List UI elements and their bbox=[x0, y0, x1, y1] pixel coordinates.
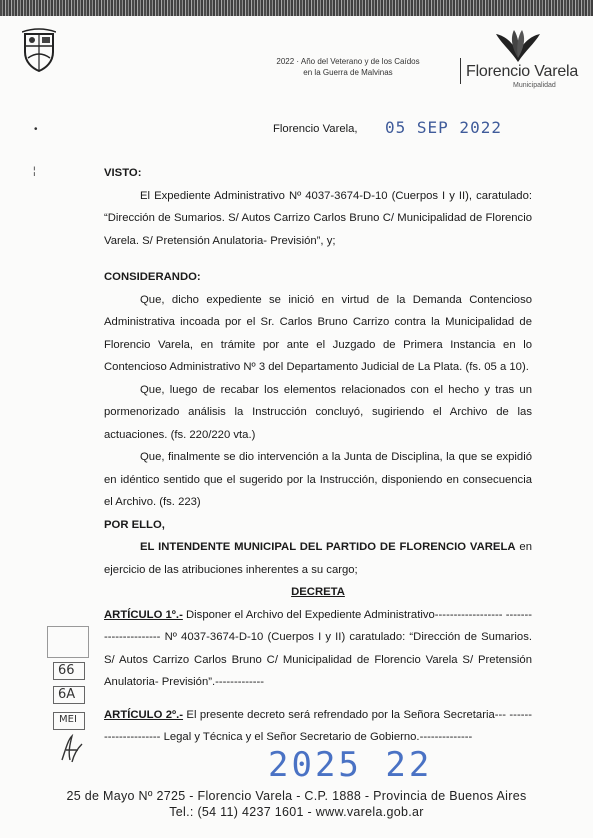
margin-note-2: 6A bbox=[58, 687, 76, 702]
reception-stamp bbox=[47, 626, 89, 658]
articulo-1-line-1: Disponer el Archivo del Expediente Administrativo------------------ bbox=[186, 608, 503, 621]
visto-heading: VISTO: bbox=[104, 167, 142, 179]
articulo-2-line-1: El presente decreto será refrendado por la Señora Secretaria--- bbox=[186, 708, 507, 721]
date-stamp: 05 SEP 2022 bbox=[385, 118, 502, 137]
initials-signature-icon bbox=[58, 734, 84, 764]
intendente-rest: en ejercicio de las atribuciones inherentes a su cargo; bbox=[104, 541, 532, 576]
margin-note-1: 66 bbox=[58, 663, 75, 678]
logo-divider bbox=[460, 58, 461, 84]
considerando-paragraph-3: Que, finalmente se dio intervención a la Junta de Disciplina, la que se expidió en idéntico sentido que el sugerido por la Instrucción, disponiendo en consecuencia el Archivo. (fs. 223) bbox=[104, 451, 532, 508]
scan-edge-band bbox=[0, 0, 593, 16]
considerando-section bbox=[104, 266, 532, 749]
intendente-paragraph bbox=[104, 536, 532, 581]
year-note-line-2: en la Guerra de Malvinas bbox=[303, 68, 393, 77]
visto-paragraph: El Expediente Administrativo Nº 4037-3674-D-10 (Cuerpos I y II), caratulado: “Dirección de Sumarios. S/ Autos Carrizo Carlos Bruno C/ Municipalidad de Florencio Varela. S/ Pretensión Anulatoria- Previsión”, y; bbox=[104, 189, 532, 247]
articulo-1-dashes: ---------------------- bbox=[104, 608, 533, 643]
year-note-line-1: 2022 · Año del Veterano y de los Caídos bbox=[276, 57, 420, 66]
articulo-2 bbox=[104, 704, 532, 749]
considerando-paragraph-2: Que, luego de recabar los elementos relacionados con el hecho y tras un pormenorizado análisis la Instrucción concluyó, sugiriendo el Archivo de las actuaciones. (fs. 220/220 vta.) bbox=[104, 383, 532, 441]
decreta-heading: DECRETA bbox=[291, 586, 345, 598]
articulo-1-label: ARTÍCULO 1º.- bbox=[104, 608, 183, 621]
florencio-varela-flower-logo-icon bbox=[492, 28, 544, 64]
footer-address: 25 de Mayo Nº 2725 - Florencio Varela - C.P. 1888 - Provincia de Buenos Aires bbox=[66, 789, 527, 803]
articulo-2-label: ARTÍCULO 2º.- bbox=[104, 708, 184, 721]
footer-contact: Tel.: (54 11) 4237 1601 - www.varela.gob.ar bbox=[169, 805, 424, 819]
decree-number-stamp: 2025 22 bbox=[268, 745, 433, 785]
logo-name: Florencio Varela bbox=[466, 63, 579, 80]
margin-dot: ¦ bbox=[33, 166, 36, 177]
considerando-heading: CONSIDERANDO: bbox=[104, 271, 201, 283]
articulo-1 bbox=[104, 604, 532, 694]
dateline: Florencio Varela, bbox=[273, 123, 358, 135]
margin-dot: • bbox=[34, 124, 38, 135]
logo-subtitle: Municipalidad bbox=[513, 82, 556, 89]
municipal-crest-icon bbox=[22, 28, 56, 72]
por-ello: POR ELLO, bbox=[104, 518, 165, 531]
articulo-1-text: Nº 4037-3674-D-10 (Cuerpos I y II) caratulado: “Dirección de Sumarios. S/ Autos Carrizo Carlos Bruno C/ Municipalidad de Florencio Varela S/ Pretensión Anulatoria- Previsión”.------------- bbox=[104, 631, 532, 688]
margin-note-3: MEI bbox=[59, 714, 77, 725]
visto-section bbox=[104, 162, 532, 252]
articulo-2-line-2: --------------------- Legal y Técnica y el Señor Secretario de Gobierno.-------------- bbox=[104, 708, 532, 743]
commemorative-year-note bbox=[238, 56, 458, 78]
considerando-paragraph-1: Que, dicho expediente se inició en virtud de la Demanda Contencioso Administrativa incoada por el Sr. Carlos Bruno Carrizo contra la Municipalidad de Florencio Varela, en trámite por ante el Juzgado de Primera Instancia en lo Contencioso Administrativo Nº 3 del Departamento Judicial de La Plata. (fs. 05 a 10). bbox=[104, 293, 532, 373]
spacer bbox=[104, 694, 532, 704]
intendente-title: EL INTENDENTE MUNICIPAL DEL PARTIDO DE FLORENCIO VARELA bbox=[140, 541, 516, 553]
